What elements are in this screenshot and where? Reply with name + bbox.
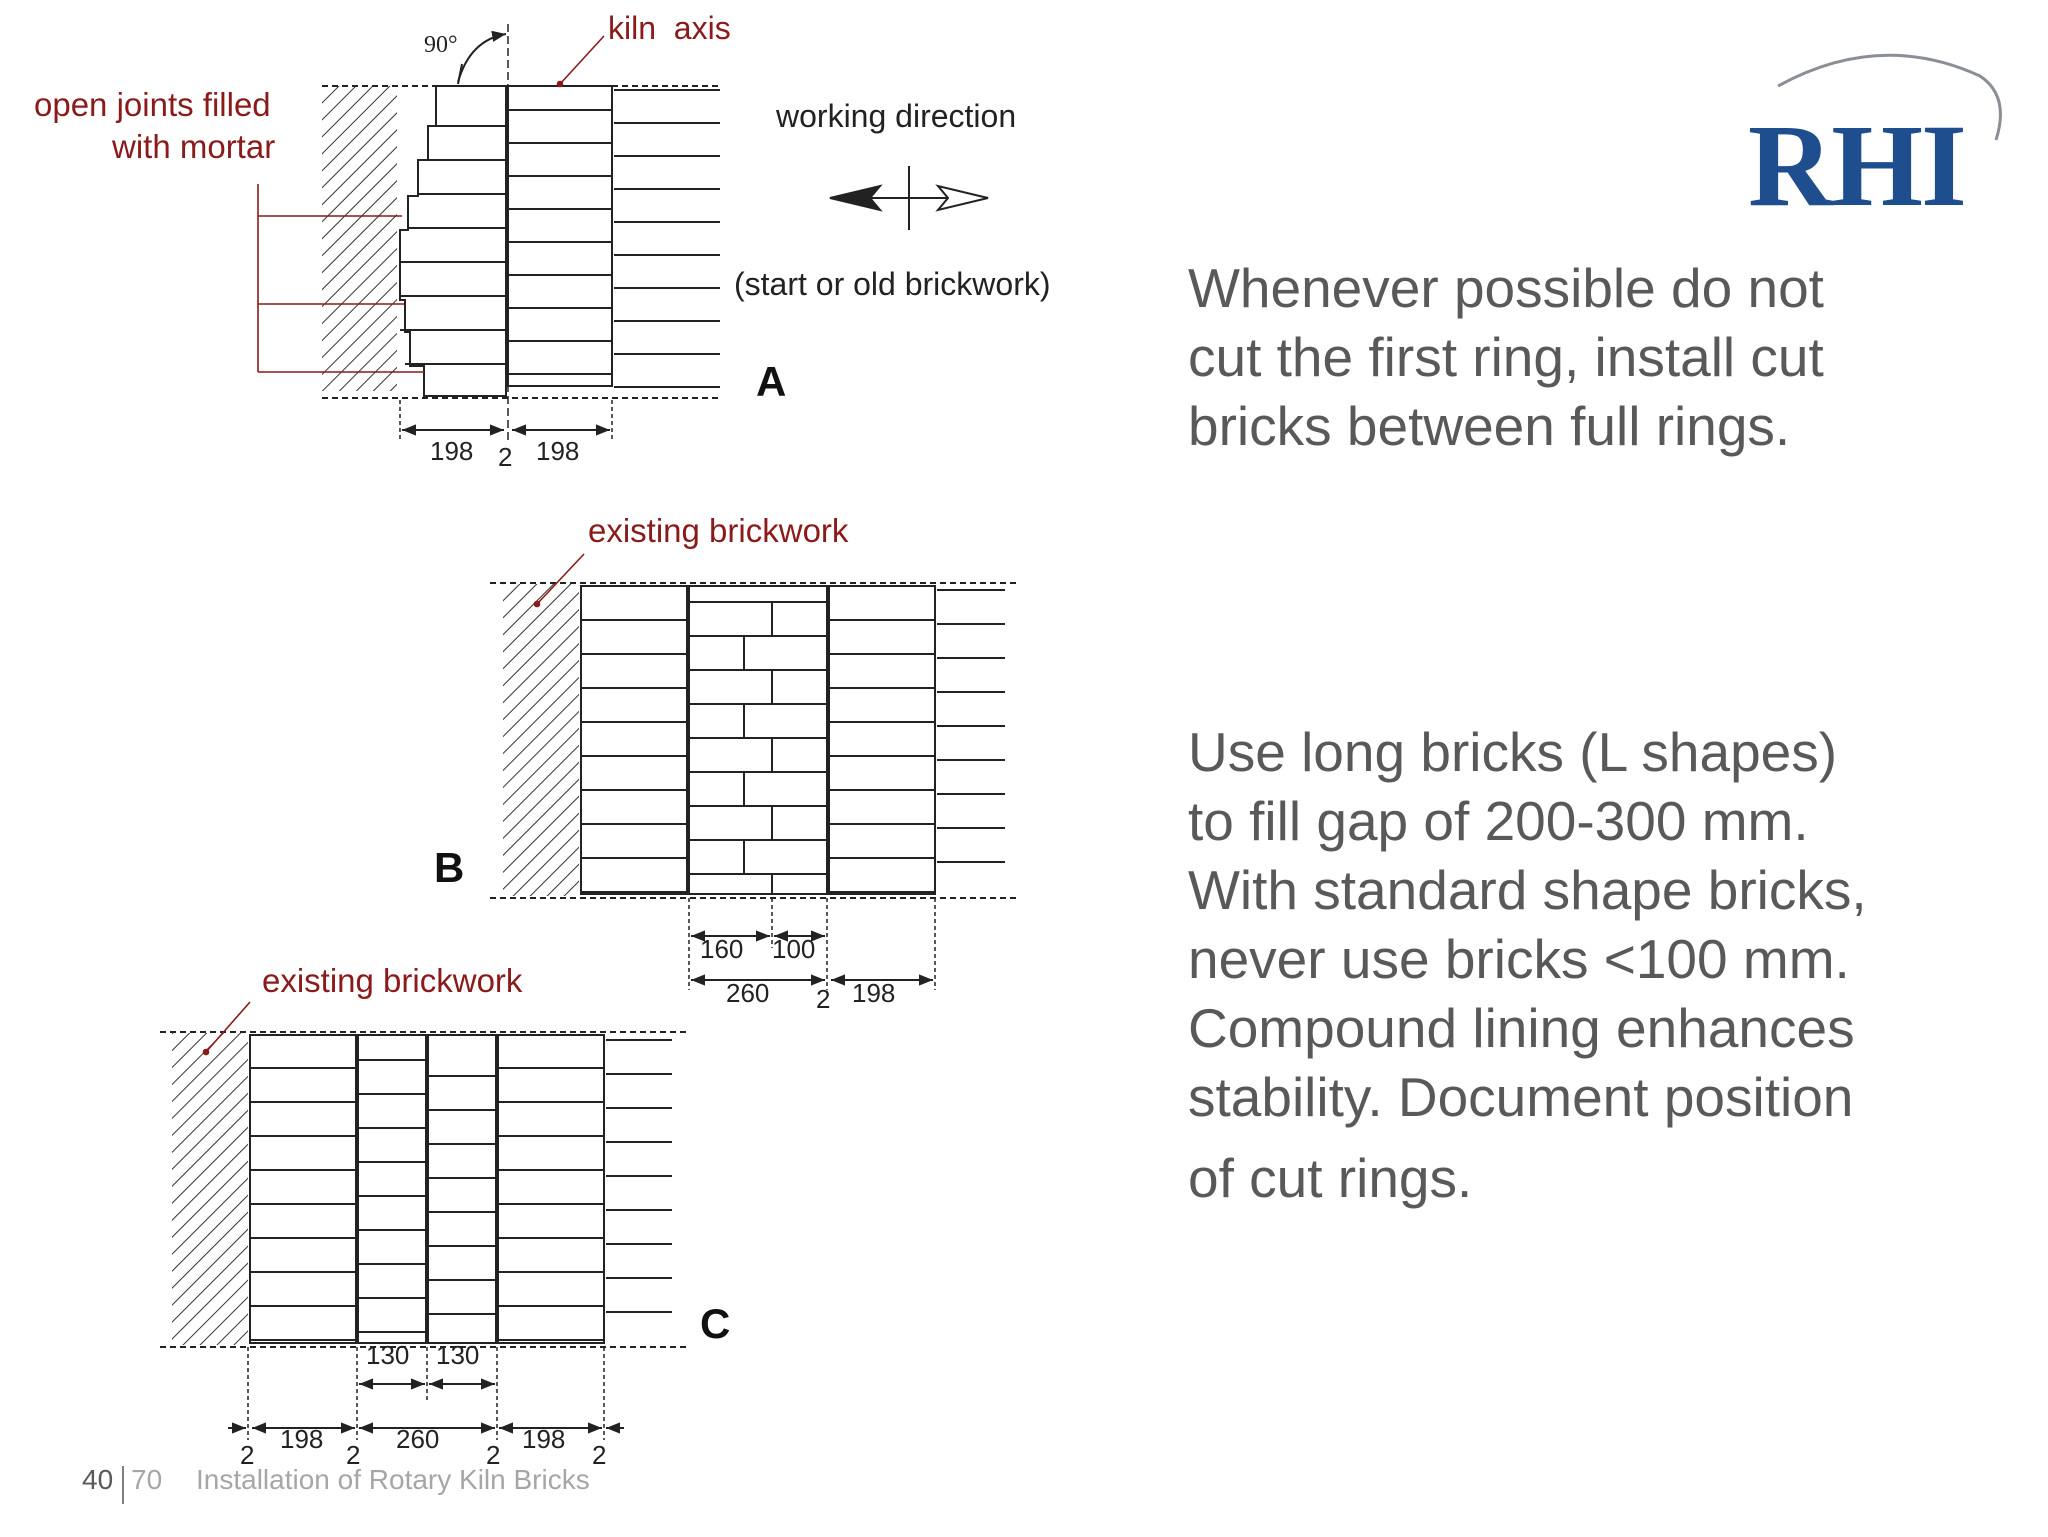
fig-c-dim-198a: 198 [280,1424,324,1454]
fig-c-dim-198b: 198 [522,1424,566,1454]
fig-a-open-joints-label-1: open joints filled [34,86,271,123]
fig-b-existing-label: existing brickwork [588,512,849,549]
fig-b-ring-3 [829,586,935,894]
footer-page-number: 40 [82,1464,114,1495]
paragraph-2-line: Compound lining enhances [1188,997,1855,1059]
paragraph-2-line: to fill gap of 200-300 mm. [1188,790,1809,852]
fig-c-ring-2 [358,1035,426,1343]
fig-a-open-joints-label-2: with mortar [112,128,276,165]
fig-b-letter: B [434,844,465,891]
footer-separator [122,1466,124,1504]
fig-a-dim-198-right: 198 [536,436,580,466]
fig-a-working-direction-label: working direction [776,98,1017,134]
fig-c-dim-2d: 2 [592,1440,607,1470]
fig-a-dim-2: 2 [498,442,513,472]
fig-c-dim-260: 260 [396,1424,440,1454]
fig-b-dim-160: 160 [700,934,744,964]
fig-b-dim-2: 2 [816,984,831,1014]
fig-a-angle-label: 90° [424,32,458,58]
paragraph-1-line: bricks between full rings. [1188,395,1791,457]
fig-b-ring-1 [581,586,687,894]
fig-a-kiln-axis-label: kiln axis [608,10,731,46]
paragraph-2-line: With standard shape bricks, [1188,859,1867,921]
paragraph-2-line: of cut rings. [1188,1147,1473,1209]
footer-page-total: 70 [131,1464,163,1495]
paragraph-2-line: stability. Document position [1188,1066,1854,1128]
paragraph-2-line: Use long bricks (L shapes) [1188,721,1838,783]
fig-b-dim-198: 198 [852,978,896,1008]
paragraph-1-line: cut the first ring, install cut [1188,326,1824,388]
fig-c-ring-4 [498,1035,604,1343]
footer-title: Installation of Rotary Kiln Bricks [196,1464,590,1495]
fig-c-dim-2c: 2 [486,1440,501,1470]
fig-c-existing-wall [172,1033,248,1345]
fig-c-dim-130b: 130 [436,1340,480,1370]
fig-a-letter: A [756,358,787,405]
fig-c-dim-2b: 2 [346,1440,361,1470]
fig-a-existing-wall [322,86,397,391]
figure-b [490,583,1020,990]
rhi-logo: RHI [1748,100,1965,231]
fig-c-letter: C [700,1300,731,1347]
fig-a-column-3 [614,90,720,387]
fig-a-stepped-profile [400,86,506,396]
fig-b-ring-2 [689,586,827,894]
fig-b-existing-wall [503,584,579,896]
figure-c [160,1032,686,1440]
fig-b-dim-100: 100 [772,934,816,964]
paragraph-2-line: never use bricks <100 mm. [1188,928,1850,990]
fig-a-start-label: (start or old brickwork) [734,266,1051,302]
paragraph-1 [1188,254,2008,461]
fig-c-dim-2a: 2 [240,1440,255,1470]
fig-b-dim-260: 260 [726,978,770,1008]
fig-a-angle-arc [458,34,506,82]
fig-c-dim-130a: 130 [366,1340,410,1370]
fig-c-ring-3 [428,1035,496,1343]
fig-c-ring-1 [250,1035,356,1343]
paragraph-2 [1188,718,2008,1213]
fig-a-dim-198-left: 198 [430,436,474,466]
paragraph-1-line: Whenever possible do not [1188,257,1824,319]
figure-a [322,24,988,440]
fig-c-existing-label: existing brickwork [262,962,523,999]
